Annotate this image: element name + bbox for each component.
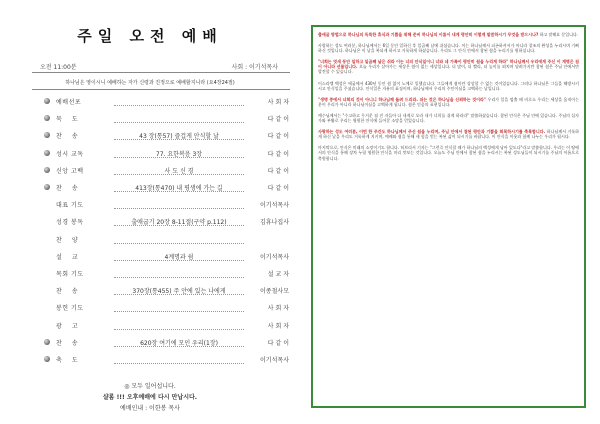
divider-theme [32,89,290,90]
sermon-paragraph [318,59,579,74]
sermon-paragraph [318,129,579,139]
order-row [44,234,289,245]
sermon-emphasis: 사랑하는 성도 여러분, 이번 한 주간도 하나님께서 주신 쉼을 누리며, 주님 안에서 참된 평안과 기쁨을 회복하시기를 축복합니다. [318,129,546,135]
order-person: 다 같 이 [267,133,289,141]
sermon-text: 우리가 일을 멈출 때 비로소 우리는 세상을 움직이는 분이 우리가 아니라 하나님이심을 고백하게 됩니다. 쉼은 믿음의 표현입니다. [318,96,580,107]
order-person: 사 회 자 [267,322,289,330]
bullet-icon [44,98,50,104]
order-content: 4계명과 쉼 [114,252,244,261]
order-row [44,182,289,193]
order-content: 출애굽기 20장 8-11절(구약 p.112) [114,217,244,226]
bulletin-title: 주일 오전 예배 [77,27,223,45]
sermon-emphasis: "너희는 엿새 동안 일하고 일곱째 날은 쉬라 이는 너의 안식일이니 너와 네 가족이 평안히 쉼을 누리게 하라" 하나님께서 우리에게 주신 이 계명은 짐이 아니라 선물입니다. [318,59,579,70]
bullet-icon [44,115,50,121]
bullet-icon [44,356,50,362]
order-person: 다 같 이 [267,339,289,347]
sermon-text: 사랑하는 성도 여러분, 하나님께서는 6일 동안 일하신 후 일곱째 날에 쉬셨습니다. 이는 하나님께서 피곤하셔서가 아니라 창조의 완성을 누리시며 기뻐하신 것입니다. 하나님은 이 날을 복되게 하시고 거룩하게 하셨습니다. 우리도 그 안식 안에서 참된 쉼을 누리기를 원하십니다. [318,43,579,54]
order-label: 예배선포 [56,99,82,106]
order-content: 사 도 신 경 [114,166,244,175]
order-label: 설 교 [56,253,79,261]
order-row [44,199,289,210]
order-label: 광 고 [56,322,79,330]
service-officiant: 사회 : 이기석목사 [231,64,278,71]
sermon-paragraph [318,97,579,107]
order-content [114,303,244,312]
order-row [44,96,289,107]
order-person: 이종철사모 [260,288,289,296]
order-person: 이기석목사 [260,202,289,210]
footer-stand: ◎ 모두 일어섭니다. [124,383,176,390]
order-content [114,114,244,123]
order-label: 찬 송 [56,339,79,347]
service-time: 오전 11:00분 [40,64,77,71]
order-content [114,97,244,106]
bullet-icon [44,150,50,156]
order-label: 목회 기도 [56,271,84,278]
sermon-emphasis: "생명 중에서 너희의 것이 아니니 하나님께 돌려 드리라. 쉬는 것은 하나님을 신뢰하는 것이라" [318,96,486,102]
sermon-paragraph [318,32,579,37]
sermon-body [318,32,579,161]
order-content [114,321,244,330]
sermon-text: 오늘 우리가 살아가는 세상은 쉼이 없는 세상입니다. 더 많이, 더 빨리, 더 높이를 외치며 달려가지만 참된 쉼은 주님 안에서만 발견할 수 있습니다. [318,64,579,75]
order-content [114,200,244,209]
divider-top [32,72,290,73]
order-row [44,251,289,262]
order-label: 봉헌 기도 [56,305,84,313]
order-label: 성시 교독 [56,150,84,158]
order-person: 설 교 자 [267,271,289,278]
order-content: 77. 요한복음 3장 [114,149,244,158]
order-person: 이기석목사 [260,253,289,261]
order-label: 찬 양 [56,236,79,244]
order-person: 이기석목사 [260,357,289,364]
sermon-text: 마지막으로, 안식은 미래의 소망이기도 합니다. 히브리서 기자는 "그런즉 안식할 때가 하나님의 백성에게 남아 있도다"라고 말씀합니다. 우리는 이 땅에서의 안식을 통해 장차 누릴 영원한 안식을 미리 맛보는 것입니다. 오늘도 주님 안에서 참된 쉼을 누리시는 복된 성도님들이 되시기를 주님의 이름으로 축원합니다. [318,145,579,161]
order-content: 413장(통470) 내 평생에 가는 길 [114,183,244,192]
sermon-paragraph [318,43,579,53]
order-person: 다 같 이 [267,185,289,192]
order-label: 찬 송 [56,133,79,141]
bullet-icon [44,339,50,345]
order-person: 김휴나집사 [260,219,289,227]
bullet-icon [44,184,50,190]
order-content [114,235,244,244]
service-theme: 하나님은 영이시니 예배하는 자가 신령과 진정으로 예배할지니라 (요4장24절) [65,80,235,86]
order-person: 다 같 이 [267,167,289,175]
sermon-text: 이스라엘 백성은 애굽에서 430년 동안 쉼 없이 노예로 일했습니다. 그들에게 쉼이란 상상할 수 없는 것이었습니다. 그러나 하나님은 그들을 해방시키시고 안식일을 주셨습니다. 안식일은 자유의 표징이며, 하나님께서 우리의 주인이심을 고백하는 날입니다. [318,80,579,91]
order-person: 사 회 자 [267,99,289,106]
order-row [44,337,289,348]
sermon-panel [311,25,586,408]
order-label: 찬 송 [56,185,79,192]
order-label: 성경 봉독 [56,219,84,227]
order-row [44,354,289,365]
order-row [44,165,289,176]
order-content: 370장(통455) 주 안에 있는 나에게 [114,286,244,295]
sermon-paragraph [318,81,579,91]
order-person: 사 회 자 [267,305,289,313]
order-content: 43 장(통57) 즐겁게 안식할 날 [114,131,244,140]
sermon-text: 하고 말해요 문입니다. [539,32,579,37]
sermon-text: 하나님께서 거룩하게 하신 날을 우리도 거룩하게 지키며, 예배와 쉼을 통해 새 힘을 얻는 복된 삶이 되시기를 바랍니다. 이 안식을 이웃과 함께 나누는 우리가 됩시다. [318,129,579,140]
order-content [114,355,244,364]
order-row [44,113,289,124]
order-content: 620장 여기에 모인 우리(1장) [114,338,244,347]
footer-greeting: 샬롬 !!! 오후예배에 다시 만납시다. [102,394,198,401]
order-row [44,216,289,227]
sermon-paragraph [318,145,579,160]
order-label: 신앙 고백 [56,167,84,175]
order-label: 찬 송 [56,288,79,296]
order-row [44,285,289,296]
bullet-icon [44,132,50,138]
order-label: 대표 기도 [56,202,84,210]
sermon-text: 예수님께서는 "수고하고 무거운 짐 진 자들아 다 내게로 오라 내가 너희를 쉬게 하리라" 말씀하셨습니다. 참된 안식은 주님 안에 있습니다. 주님의 십자가와 부활로 우리는 영원한 안식에 들어갈 소망을 얻었습니다. [318,112,579,124]
sermon-emphasis: 출애굽 방법으로 하나님의 독특한 휴식과 기쁨을 위해 준비 하나님의 이름이 내게 평안히 이렇게 말씀하시기 무엇을 받으시나? [318,32,539,37]
order-label: 묵 도 [56,116,79,124]
order-row [44,320,289,331]
order-content [114,269,244,278]
order-row [44,148,289,159]
order-person: 다 같 이 [267,150,289,158]
order-row [44,268,289,279]
bullet-icon [44,167,50,173]
sermon-paragraph [318,113,579,123]
order-row [44,302,289,313]
order-row [44,130,289,141]
footer-guide: 예배인내 : 이한봉 목사 [120,405,180,412]
order-person: 다 같 이 [267,116,289,124]
order-label: 축 도 [56,357,79,364]
